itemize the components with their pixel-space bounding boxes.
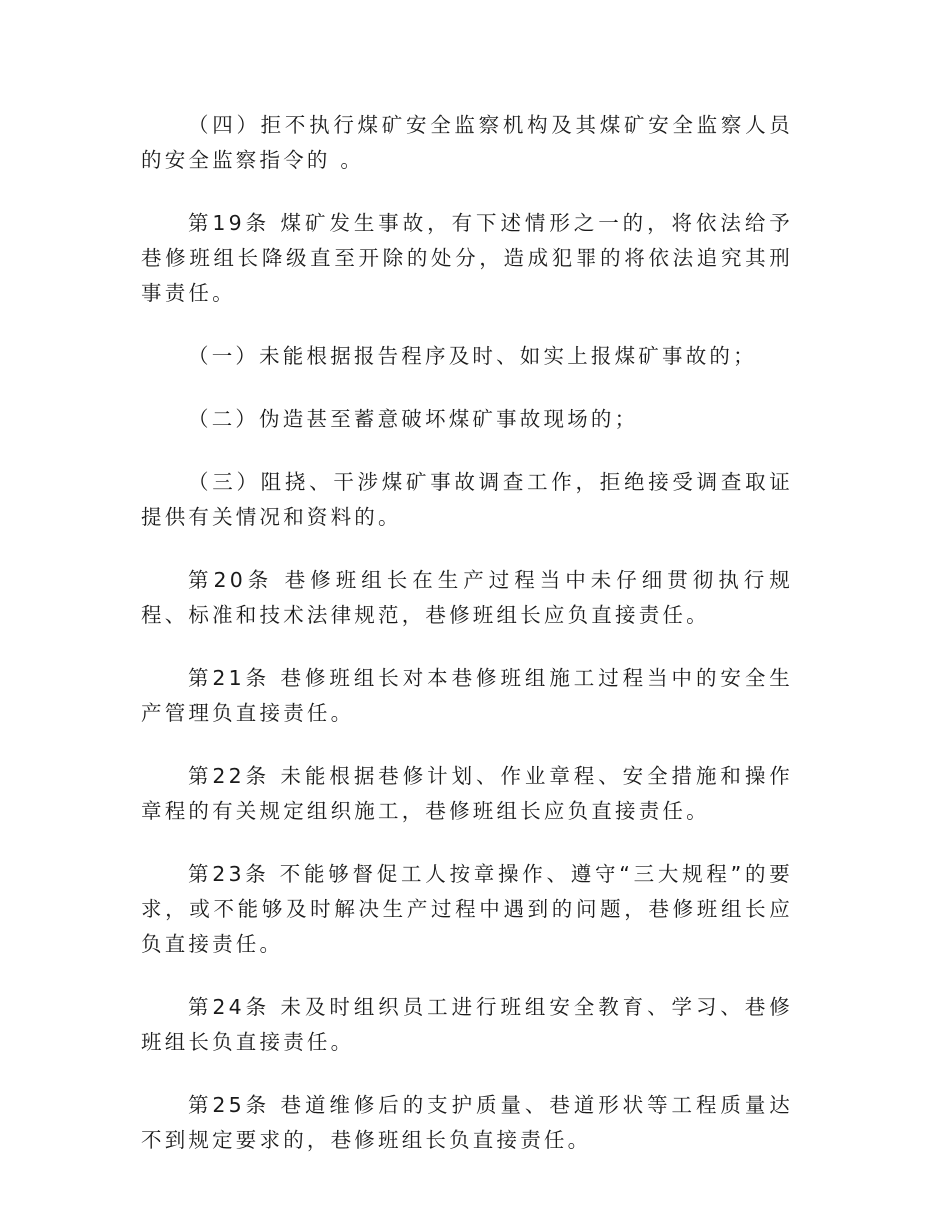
- paragraph-item-3: （三）阻挠、干涉煤矿事故调查工作，拒绝接受调查取证提供有关情况和资料的。: [141, 470, 793, 529]
- article-23: 第23条 不能够督促工人按章操作、遵守“三大规程”的要求，或不能够及时解决生产过程中遇到的问题，巷修班组长应负直接责任。: [141, 862, 793, 956]
- document-body: [141, 108, 793, 1186]
- article-21: 第21条 巷修班组长对本巷修班组施工过程当中的安全生产管理负直接责任。: [141, 666, 793, 725]
- article-24: 第24条 未及时组织员工进行班组安全教育、学习、巷修班组长负直接责任。: [141, 995, 793, 1054]
- paragraph-item-2: （二）伪造甚至蓄意破坏煤矿事故现场的；: [188, 407, 639, 431]
- paragraph-item-1: （一）未能根据报告程序及时、如实上报煤矿事故的；: [188, 344, 757, 368]
- article-25: 第25条 巷道维修后的支护质量、巷道形状等工程质量达不到规定要求的，巷修班组长负直接责任。: [141, 1093, 793, 1152]
- article-20: 第20条 巷修班组长在生产过程当中未仔细贯彻执行规程、标准和技术法律规范，巷修班组长应负直接责任。: [141, 568, 793, 627]
- article-19: 第19条 煤矿发生事故，有下述情形之一的，将依法给予巷修班组长降级直至开除的处分，造成犯罪的将依法追究其刑事责任。: [141, 211, 793, 305]
- article-22: 第22条 未能根据巷修计划、作业章程、安全措施和操作章程的有关规定组织施工，巷修班组长应负直接责任。: [141, 764, 793, 823]
- paragraph-item-4: （四）拒不执行煤矿安全监察机构及其煤矿安全监察人员的安全监察指令的 。: [141, 113, 793, 172]
